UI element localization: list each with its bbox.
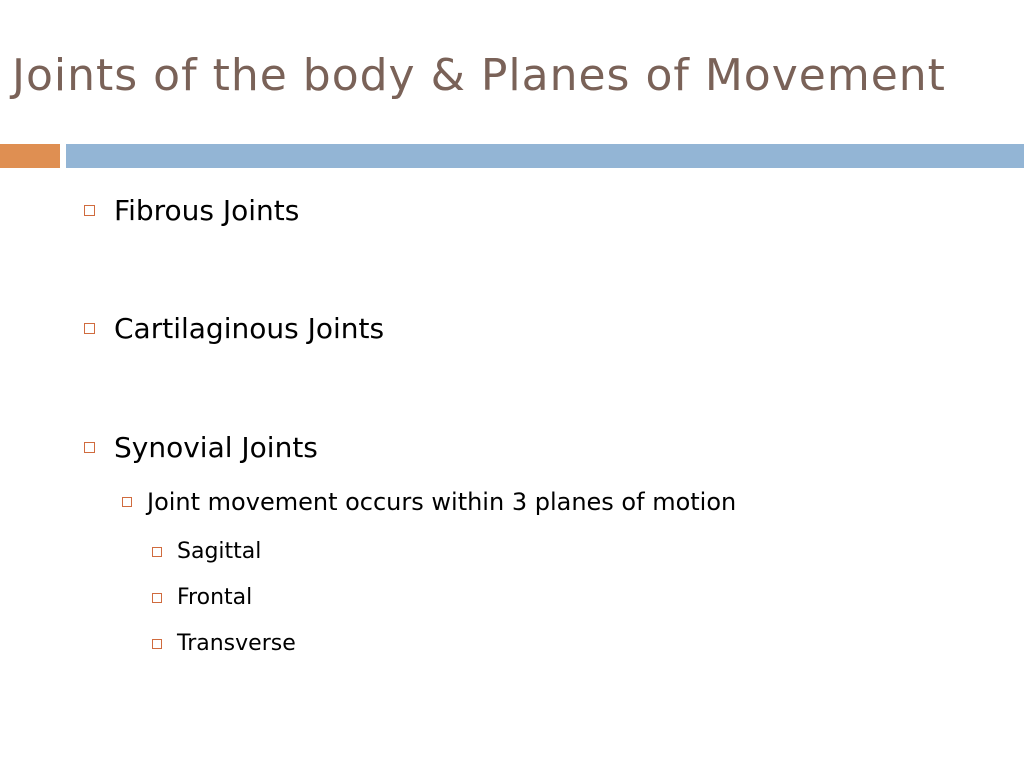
square-bullet-icon xyxy=(152,547,162,557)
square-bullet-icon xyxy=(84,442,95,453)
bullet-cartilaginous-joints xyxy=(84,312,384,345)
bullet-text: Fibrous Joints xyxy=(114,194,300,227)
sub-sub-bullet-sagittal xyxy=(152,539,261,564)
bullet-text: Joint movement occurs within 3 planes of motion xyxy=(147,488,737,516)
bullet-text: Transverse xyxy=(177,631,296,656)
bullet-text: Sagittal xyxy=(177,539,262,564)
bullet-text: Cartilaginous Joints xyxy=(114,312,385,345)
bullet-synovial-joints xyxy=(84,431,318,464)
sub-bullet-planes-of-motion xyxy=(122,488,736,516)
title-accent-bar-blue xyxy=(66,144,1024,168)
square-bullet-icon xyxy=(122,497,132,507)
bullet-fibrous-joints xyxy=(84,194,299,227)
square-bullet-icon xyxy=(152,639,162,649)
title-accent-bar-orange xyxy=(0,144,60,168)
square-bullet-icon xyxy=(152,593,162,603)
sub-sub-bullet-transverse xyxy=(152,631,296,656)
slide-title: Joints of the body & Planes of Movement xyxy=(12,50,946,101)
bullet-text: Synovial Joints xyxy=(114,431,318,464)
square-bullet-icon xyxy=(84,205,95,216)
square-bullet-icon xyxy=(84,323,95,334)
bullet-text: Frontal xyxy=(177,585,253,610)
sub-sub-bullet-frontal xyxy=(152,585,252,610)
